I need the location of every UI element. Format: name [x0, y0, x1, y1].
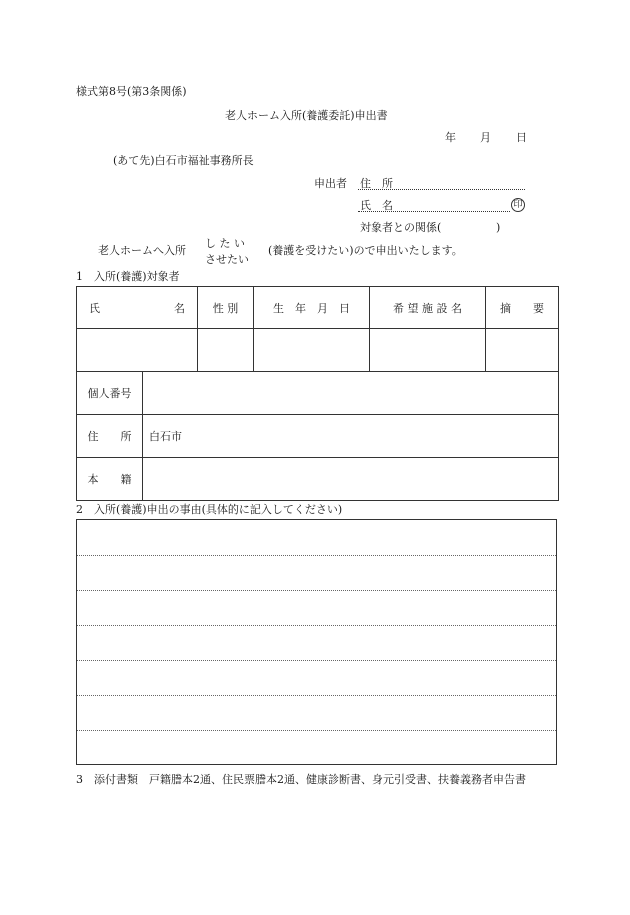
address-value: 白石市: [149, 430, 182, 443]
domicile-row: [77, 458, 559, 501]
applicant-label: 申出者: [314, 177, 347, 190]
section2-title: 2 入所(養護)申出の事由(具体的に記入してください): [76, 503, 343, 516]
input-remarks-cell[interactable]: [486, 329, 559, 372]
subject-table-header-row: [77, 287, 559, 329]
addressee: (あて先)白石市福祉事務所長: [113, 154, 254, 167]
reason-textarea[interactable]: [76, 519, 557, 765]
personal-number-label: 個人番号: [77, 372, 143, 415]
relation-label: 対象者との関係(: [360, 221, 442, 234]
header-remarks: 摘 要: [486, 287, 559, 329]
input-name-cell[interactable]: [77, 329, 198, 372]
reason-line: [77, 660, 556, 661]
subject-table-input-row: [77, 329, 559, 372]
statement-prefix: 老人ホームへ入所: [98, 244, 186, 257]
address-field[interactable]: [143, 415, 559, 458]
reason-line: [77, 695, 556, 696]
header-name-right: 名: [174, 301, 185, 315]
section3-attachments: 3 添付書類 戸籍謄本2通、住民票謄本2通、健康診断書、身元引受書、扶養義務者申告書: [76, 773, 526, 786]
address-label: 住 所: [77, 415, 143, 458]
section1-title: 1 入所(養護)対象者: [76, 270, 180, 283]
header-facility: 希 望 施 設 名: [370, 287, 486, 329]
header-name-left: 氏: [89, 301, 100, 315]
date-year-label: 年: [445, 131, 456, 144]
applicant-address-label: 住 所: [360, 177, 393, 190]
header-birthdate: 生 年 月 日: [254, 287, 370, 329]
statement-suffix: (養護を受けたい)ので申出いたします。: [268, 244, 463, 257]
personal-number-row: [77, 372, 559, 415]
reason-line: [77, 625, 556, 626]
reason-line: [77, 730, 556, 731]
seal-mark-text: 印: [511, 198, 525, 212]
header-gender: 性 別: [198, 287, 254, 329]
domicile-label: 本 籍: [77, 458, 143, 501]
subject-table: [76, 286, 559, 372]
domicile-field[interactable]: [143, 458, 559, 501]
statement-option-let[interactable]: させたい: [205, 253, 249, 266]
header-name: [77, 287, 198, 329]
applicant-address-field[interactable]: [358, 189, 525, 190]
input-facility-cell[interactable]: [370, 329, 486, 372]
applicant-name-field[interactable]: [358, 211, 510, 212]
input-gender-cell[interactable]: [198, 329, 254, 372]
address-row: [77, 415, 559, 458]
statement-option-do[interactable]: し た い: [205, 237, 245, 250]
form-number: 様式第8号(第3条関係): [76, 85, 187, 98]
relation-close: ): [496, 221, 501, 234]
applicant-name-label: 氏 名: [360, 199, 393, 212]
personal-number-field[interactable]: [143, 372, 559, 415]
form-title: 老人ホーム入所(養護委託)申出書: [225, 109, 388, 122]
reason-line: [77, 590, 556, 591]
date-day-label: 日: [516, 131, 527, 144]
date-month-label: 月: [480, 131, 491, 144]
input-birthdate-cell[interactable]: [254, 329, 370, 372]
subject-details-table: [76, 371, 559, 501]
reason-line: [77, 555, 556, 556]
seal-mark-icon: [511, 198, 525, 212]
